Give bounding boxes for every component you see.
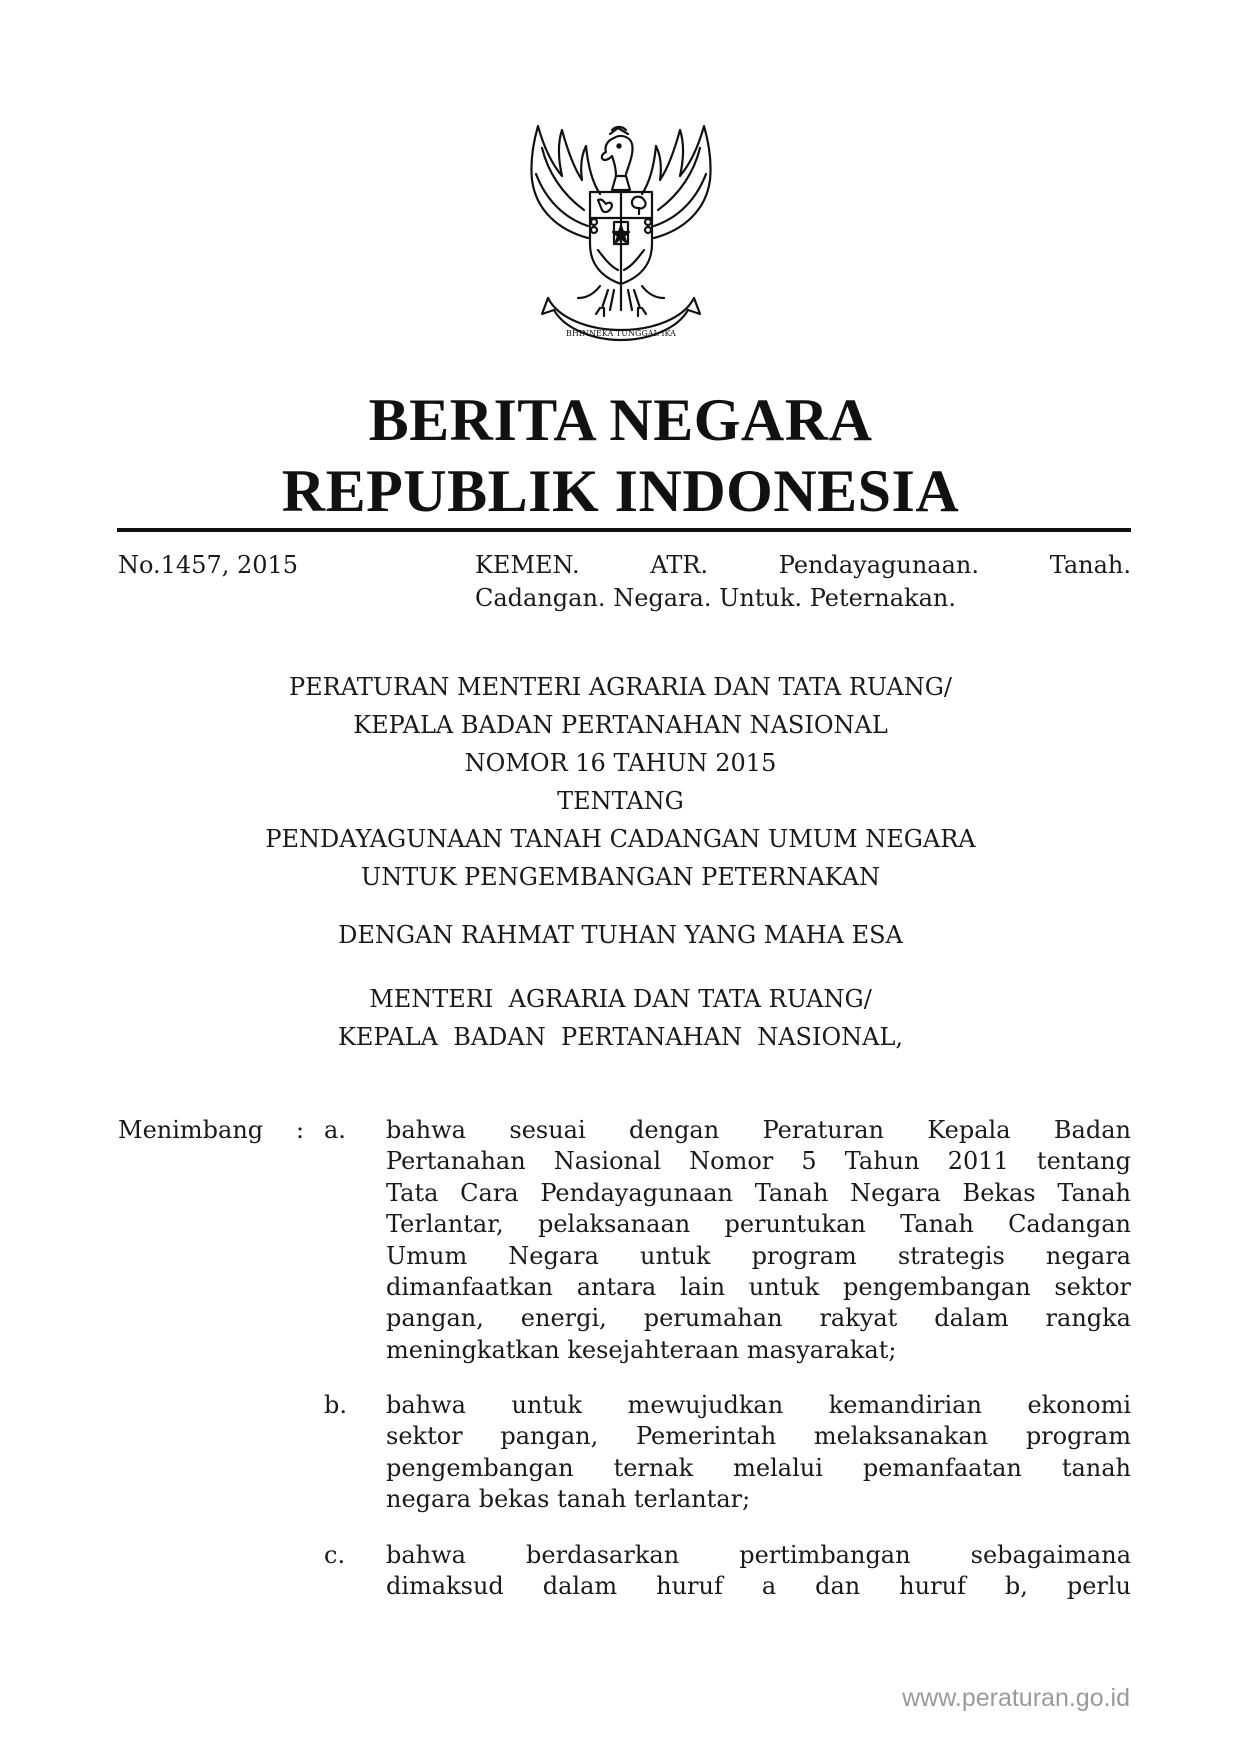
regulation-title [0,668,1241,896]
consideration-line: bahwa untuk mewujudkan kemandirian ekonomi [386,1391,1131,1419]
consideration-c [386,1540,1131,1603]
issuer [0,980,1241,1056]
issuer-line-1: MENTERI AGRARIA DAN TATA RUANG/ [369,985,872,1013]
title-line: KEPALA BADAN PERTANAHAN NASIONAL [353,711,888,739]
svg-text:BHINNEKA TUNGGAL IKA: BHINNEKA TUNGGAL IKA [566,329,676,338]
consideration-line: pangan, energi, perumahan rakyat dalam rangka [386,1304,1131,1333]
consideration-line: Tata Cara Pendayagunaan Tanah Negara Bekas Tanah [386,1178,1131,1207]
consideration-line: Umum Negara untuk program strategis negara [386,1241,1131,1270]
consideration-letter-b: b. [324,1391,347,1419]
subject-line-1: KEMEN. ATR. Pendayagunaan. Tanah. [475,551,1131,579]
consideration-b [386,1390,1131,1516]
consideration-line: bahwa berdasarkan pertimbangan sebagaimana [386,1541,1131,1569]
consideration-line: Pertanahan Nasional Nomor 5 Tahun 2011 tentang [386,1147,1131,1176]
title-line: PENDAYAGUNAAN TANAH CADANGAN UMUM NEGARA [265,825,976,853]
issuer-line-2: KEPALA BADAN PERTANAHAN NASIONAL, [337,1023,904,1051]
consideration-line: Terlantar, pelaksanaan peruntukan Tanah Cadangan [386,1210,1131,1239]
consideration-line: dimaksud dalam huruf a dan huruf b, perlu [386,1572,1131,1601]
title-line: NOMOR 16 TAHUN 2015 [464,749,777,777]
masthead-line-1: BERITA NEGARA [368,387,873,453]
masthead-divider [117,528,1131,532]
consideration-line: bahwa sesuai dengan Peraturan Kepala Badan [386,1116,1131,1144]
consideration-line: negara bekas tanah terlantar; [386,1485,751,1514]
consideration-a [386,1115,1131,1366]
source-url-link[interactable]: www.peraturan.go.id [902,1684,1130,1712]
garuda-emblem-icon [518,118,724,342]
subject-line-2: Cadangan. Negara. Untuk. Peternakan. [475,584,956,612]
masthead-line-2: REPUBLIK INDONESIA [281,458,960,524]
consideration-line: pengembangan ternak melalui pemanfaatan tanah [386,1453,1131,1482]
title-line: PERATURAN MENTERI AGRARIA DAN TATA RUANG/ [289,673,952,701]
menimbang-label: Menimbang [118,1116,264,1144]
menimbang-colon: : [296,1116,305,1144]
consideration-letter-c: c. [324,1541,346,1569]
document-number: No.1457, 2015 [118,551,299,579]
consideration-letter-a: a. [324,1116,346,1144]
title-line: TENTANG [557,787,684,815]
title-line: UNTUK PENGEMBANGAN PETERNAKAN [361,863,880,891]
consideration-line: dimanfaatkan antara lain untuk pengembangan sektor [386,1273,1131,1302]
consideration-line: sektor pangan, Pemerintah melaksanakan program [386,1422,1131,1451]
consideration-line: meningkatkan kesejahteraan masyarakat; [386,1335,897,1364]
invocation: DENGAN RAHMAT TUHAN YANG MAHA ESA [338,921,903,949]
document-subject [475,549,1131,615]
